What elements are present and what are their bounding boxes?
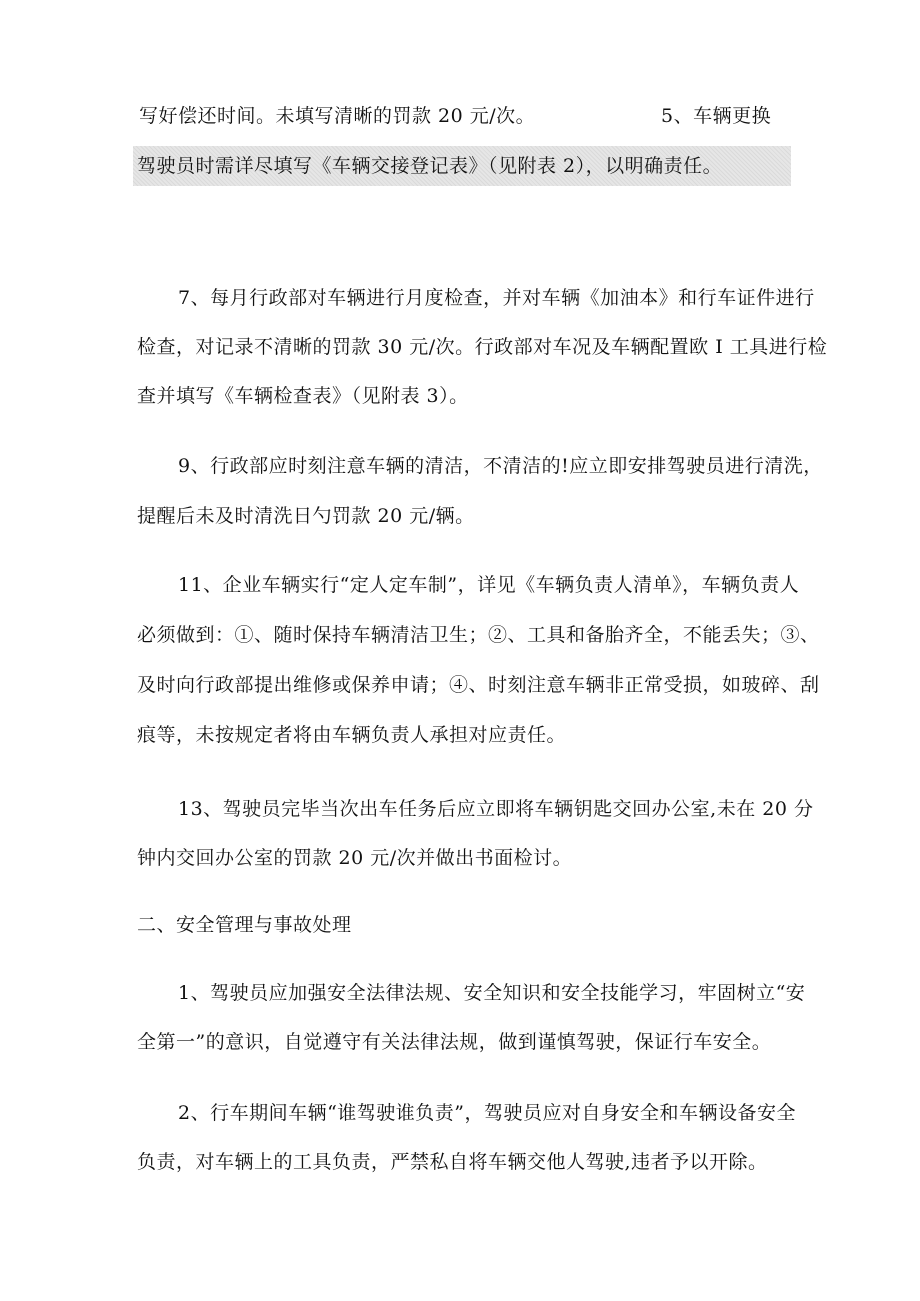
paragraph-13-line-1: 13、驾驶员完毕当次出车任务后应立即将车辆钥匙交回办公室,未在 20 分 — [178, 798, 814, 820]
paragraph-7-line-2: 检查，对记录不清晰的罚款 30 元/次。行政部对车况及车辆配置欧 I 工具进行检 — [137, 336, 828, 358]
text-line-shaded: 驾驶员时需详尽填写《车辆交接登记表》（见附表 2），以明确责任。 — [137, 155, 723, 177]
safety-paragraph-2-line-1: 2、行车期间车辆“谁驾驶谁负责”，驾驶员应对自身安全和车辆设备安全 — [178, 1102, 797, 1124]
safety-paragraph-1-line-2: 全第一”的意识，自觉遵守有关法律法规，做到谨慎驾驶，保证行车安全。 — [137, 1031, 772, 1053]
paragraph-7-line-1: 7、每月行政部对车辆进行月度检查，并对车辆《加油本》和行车证件进行 — [178, 287, 815, 309]
safety-paragraph-2-line-2: 负责，对车辆上的工具负责，严禁私自将车辆交他人驾驶,违者予以开除。 — [137, 1151, 768, 1173]
paragraph-11-line-1: 11、企业车辆实行“定人定车制”，详见《车辆负责人清单》，车辆负责人 — [178, 574, 800, 596]
paragraph-9-line-2: 提醒后未及时清洗日勺罚款 20 元/辆。 — [137, 505, 475, 527]
paragraph-11-line-3: 及时向行政部提出维修或保养申请；④、时刻注意车辆非正常受损，如玻碎、刮 — [137, 674, 820, 696]
paragraph-11-line-4: 痕等，未按规定者将由车辆负责人承担对应责任。 — [137, 724, 567, 746]
text-line-item5-start: 5、车辆更换 — [661, 105, 772, 127]
paragraph-7-line-3: 查并填写《车辆检查表》（见附表 3）。 — [137, 385, 469, 407]
text-line-1: 写好偿还时间。未填写清晰的罚款 20 元/次。 — [139, 105, 536, 127]
paragraph-11-line-2: 必须做到：①、随时保持车辆清洁卫生；②、工具和备胎齐全，不能丢失；③、 — [137, 624, 820, 646]
section-heading-safety: 二、安全管理与事故处理 — [137, 914, 352, 936]
safety-paragraph-1-line-1: 1、驾驶员应加强安全法律法规、安全知识和安全技能学习，牢固树立“安 — [178, 982, 806, 1004]
paragraph-13-line-2: 钟内交回办公室的罚款 20 元/次并做出书面检讨。 — [137, 847, 573, 869]
paragraph-9-line-1: 9、行政部应时刻注意车辆的清洁，不清洁的!应立即安排驾驶员进行清洗， — [178, 455, 823, 477]
